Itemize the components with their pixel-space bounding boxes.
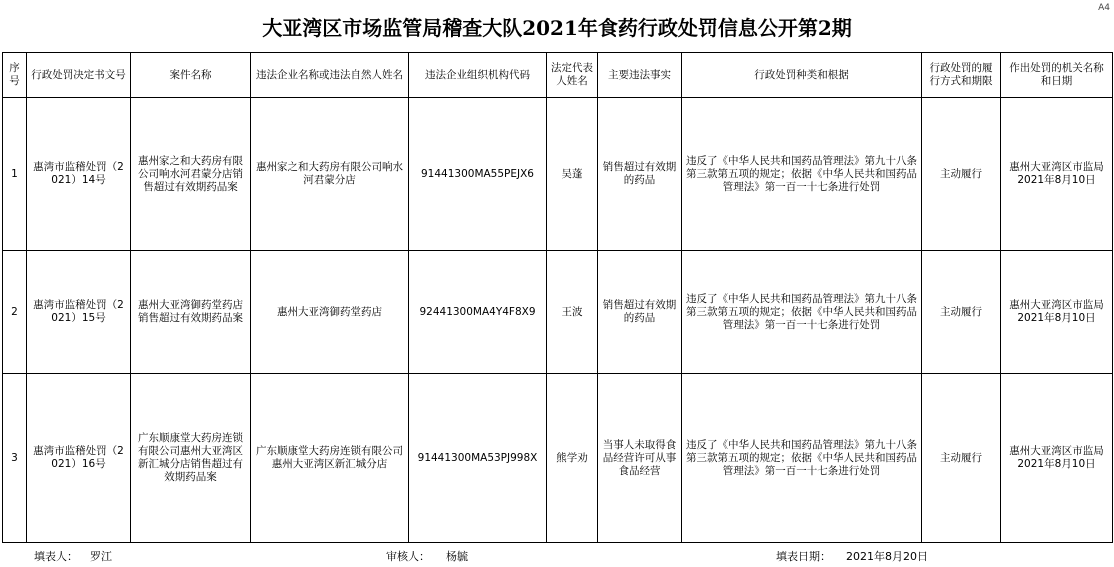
cell-case-name: 惠州家之和大药房有限公司响水河君蒙分店销售超过有效期药品案: [131, 98, 251, 251]
cell-authority: [1001, 98, 1113, 251]
table-row: [3, 98, 1113, 251]
authority-date: 2021年8月10日: [1017, 174, 1096, 186]
header-authority: 作出处罚的机关名称和日期: [1001, 53, 1113, 98]
cell-seq: 3: [3, 374, 27, 543]
cell-execution: 主动履行: [922, 251, 1001, 374]
reviewer-name: 杨毓: [446, 550, 468, 563]
header-case-name: 案件名称: [131, 53, 251, 98]
cell-execution: 主动履行: [922, 374, 1001, 543]
cell-penalty: 违反了《中华人民共和国药品管理法》第九十八条第三款第五项的规定；依据《中华人民共和国药品管理法》第一百一十七条进行处罚: [682, 251, 922, 374]
cell-authority: [1001, 251, 1113, 374]
cell-authority: [1001, 374, 1113, 543]
cell-seq: 2: [3, 251, 27, 374]
cell-case-name: 广东顺康堂大药房连锁有限公司惠州大亚湾区新汇城分店销售超过有效期药品案: [131, 374, 251, 543]
table-header-row: [3, 53, 1113, 98]
cell-doc-no: 惠湾市监稽处罚（2021）14号: [27, 98, 131, 251]
authority-name: 惠州大亚湾区市监局: [1009, 299, 1104, 311]
cell-doc-no: 惠湾市监稽处罚（2021）15号: [27, 251, 131, 374]
header-org-code: 违法企业组织机构代码: [409, 53, 547, 98]
cell-legal-rep: 吴蓬: [547, 98, 598, 251]
header-penalty: 行政处罚种类和根据: [682, 53, 922, 98]
cell-party: 广东顺康堂大药房连锁有限公司惠州大亚湾区新汇城分店: [251, 374, 409, 543]
penalty-table: [2, 52, 1113, 543]
cell-party: 惠州大亚湾御药堂药店: [251, 251, 409, 374]
authority-date: 2021年8月10日: [1017, 458, 1096, 470]
authority-date: 2021年8月10日: [1017, 312, 1096, 324]
date-value: 2021年8月20日: [846, 550, 928, 563]
header-doc-no: 行政处罚决定书文号: [27, 53, 131, 98]
header-seq: 序号: [3, 53, 27, 98]
reviewer-label: 审核人：: [386, 550, 430, 563]
cell-facts: 当事人未取得食品经营许可从事食品经营: [598, 374, 682, 543]
cell-case-name: 惠州大亚湾御药堂药店销售超过有效期药品案: [131, 251, 251, 374]
cell-org-code: 91441300MA53PJ998X: [409, 374, 547, 543]
authority-name: 惠州大亚湾区市监局: [1009, 445, 1104, 457]
cell-penalty: 违反了《中华人民共和国药品管理法》第九十八条第三款第五项的规定；依据《中华人民共和国药品管理法》第一百一十七条进行处罚: [682, 374, 922, 543]
cell-seq: 1: [3, 98, 27, 251]
cell-penalty: 违反了《中华人民共和国药品管理法》第九十八条第三款第五项的规定；依据《中华人民共和国药品管理法》第一百一十七条进行处罚: [682, 98, 922, 251]
cell-party: 惠州家之和大药房有限公司响水河君蒙分店: [251, 98, 409, 251]
filler-label: 填表人：: [34, 550, 78, 563]
header-party: 违法企业名称或违法自然人姓名: [251, 53, 409, 98]
cell-legal-rep: 熊学劝: [547, 374, 598, 543]
cell-legal-rep: 王波: [547, 251, 598, 374]
header-facts: 主要违法事实: [598, 53, 682, 98]
cell-doc-no: 惠湾市监稽处罚（2021）16号: [27, 374, 131, 543]
header-execution: 行政处罚的履行方式和期限: [922, 53, 1001, 98]
cell-facts: 销售超过有效期的药品: [598, 98, 682, 251]
cell-org-code: 92441300MA4Y4F8X9: [409, 251, 547, 374]
cell-facts: 销售超过有效期的药品: [598, 251, 682, 374]
signature-footer: [0, 544, 1114, 566]
table-row: [3, 251, 1113, 374]
date-label: 填表日期：: [776, 550, 831, 563]
cell-execution: 主动履行: [922, 98, 1001, 251]
filler-name: 罗江: [90, 550, 112, 563]
table-row: [3, 374, 1113, 543]
cell-org-code: 91441300MA55PEJX6: [409, 98, 547, 251]
corner-tag: A4: [1098, 3, 1110, 13]
authority-name: 惠州大亚湾区市监局: [1009, 161, 1104, 173]
header-legal-rep: 法定代表人姓名: [547, 53, 598, 98]
page-title: 大亚湾区市场监管局稽查大队2021年食药行政处罚信息公开第2期: [262, 15, 852, 40]
